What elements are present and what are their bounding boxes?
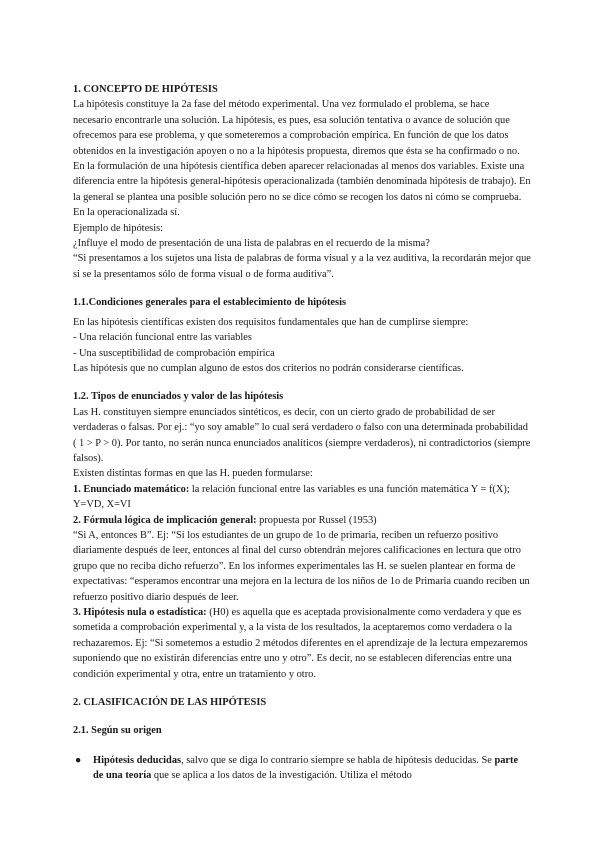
paragraph: Existen distintas formas en que las H. pueden formularse: (73, 468, 313, 480)
text-run: que se aplica a los datos de la investigación. Utiliza el método (151, 770, 412, 782)
paragraph: En las hipótesis científicas existen dos requisitos fundamentales que han de cumplirse siempre: (73, 316, 469, 328)
subsection-heading-condiciones: 1.1.Condiciones generales para el establecimiento de hipótesis (73, 297, 347, 309)
bullet-item (73, 753, 531, 784)
formula-label: 2. Fórmula lógica de implicación general: (73, 514, 257, 526)
subsection-heading-origen: 2.1. Según su origen (73, 725, 162, 737)
formula-text: propuesta por Russel (1953) (256, 514, 377, 526)
section-heading-concepto: 1. CONCEPTO DE HIPÓTESIS (73, 84, 218, 95)
paragraph: “Si presentamos a los sujetos una lista de palabras de forma visual y a la vez auditiva, la recordarán mejor que si se la presentamos sólo de forma visual o de forma auditiva”. (73, 253, 531, 280)
list-item: - Una susceptibilidad de comprobación empírica (73, 347, 275, 359)
formula-label: 1. Enunciado matemático: (73, 483, 190, 495)
bullet-icon: ● (75, 754, 82, 766)
paragraph: Las H. constituyen siempre enunciados sintéticos, es decir, con un cierto grado de probabilidad de ser verdaderas o falsas. Por ej.: “yo soy amable” lo cual será verdadero o falso con una determinada probabilidad ( 1 > P > 0). Por tanto, no serán nunca enunciados analíticos (siempre verdaderos), ni contradictorios (siempre falsos). (73, 406, 531, 464)
paragraph: “Si A, entonces B”. Ej: “Si los estudiantes de un grupo de 1o de primaria, reciben un refuerzo positivo diariamente después de leer, entonces al final del curso obtendrán mejores calificaciones en lectura que otro grupo que no reciba dicho refuerzo”. En los informes experimentales las H. se suelen plantear en forma de expectativas: “esperamos encontrar una mejora en la lectura de los niños de 1o de Primaria cuando reciben un refuerzo positivo diario después de leer. (73, 529, 530, 603)
formula-item (73, 482, 531, 513)
formula-item (73, 605, 531, 682)
bold-term: Hipótesis deducidas (93, 754, 182, 766)
paragraph: Ejemplo de hipótesis: (73, 222, 164, 234)
formula-item (73, 513, 531, 528)
formula-text: la relación funcional entre las variables es una función matemática Y = f(X); Y=VD, X=VI (73, 483, 510, 511)
formula-label: 3. Hipótesis nula o estadística: (73, 607, 207, 618)
list-item: - Una relación funcional entre las variables (73, 332, 252, 344)
paragraph: Las hipótesis que no cumplan alguno de estos dos criterios no podrán considerarse científicas. (73, 362, 464, 374)
paragraph: La hipótesis constituye la 2a fase del método experimental. Una vez formulado el problema, se hace necesario encontrarle una solución. La hipótesis, es pues, esa solución tentativa o avance de solución que ofrecemos para ese problema, y que someteremos a comprobación empírica. En función de que los datos obtenidos en la investigación apoyen o no a la hipótesis propuesta, diremos que ésta se ha confirmado o no. (73, 99, 520, 157)
text-run: , salvo que se diga lo contrario siempre se habla de hipótesis deducidas. Se (181, 754, 495, 766)
section-heading-clasificacion: 2. CLASIFICACIÓN DE LAS HIPÓTESIS (73, 697, 267, 709)
document-body (73, 82, 531, 784)
bold-term: parte de una teoría (93, 754, 519, 782)
paragraph: ¿Influye el modo de presentación de una lista de palabras en el recuerdo de la misma? (73, 238, 430, 250)
paragraph: En la formulación de una hipótesis científica deben aparecer relacionadas al menos dos variables. Existe una diferencia entre la hipótesis general-hipótesis operacionalizada (también denominada hipótesis de trabajo). En la general se plantea una posible solución pero no se dice cómo se recogen los datos ni cómo se comprueba. En la operacionalizada sí. (73, 161, 531, 219)
subsection-heading-tipos: 1.2. Tipos de enunciados y valor de las hipótesis (73, 391, 284, 403)
formula-text: (H0) es aquella que es aceptada provisionalmente como verdadera y que es sometida a comprobación experimental y, a la vista de los resultados, la aceptaremos como verdadera o la rechazaremos. Ej: “Si sometemos a estudio 2 métodos diferentes en el aprendizaje de la lectura empezaremos suponiendo que no existirán diferencias entre uno y otro”. Es decir, no se establecen diferencias entre una condición experimental y otra, entre un tratamiento y otro. (73, 607, 528, 680)
